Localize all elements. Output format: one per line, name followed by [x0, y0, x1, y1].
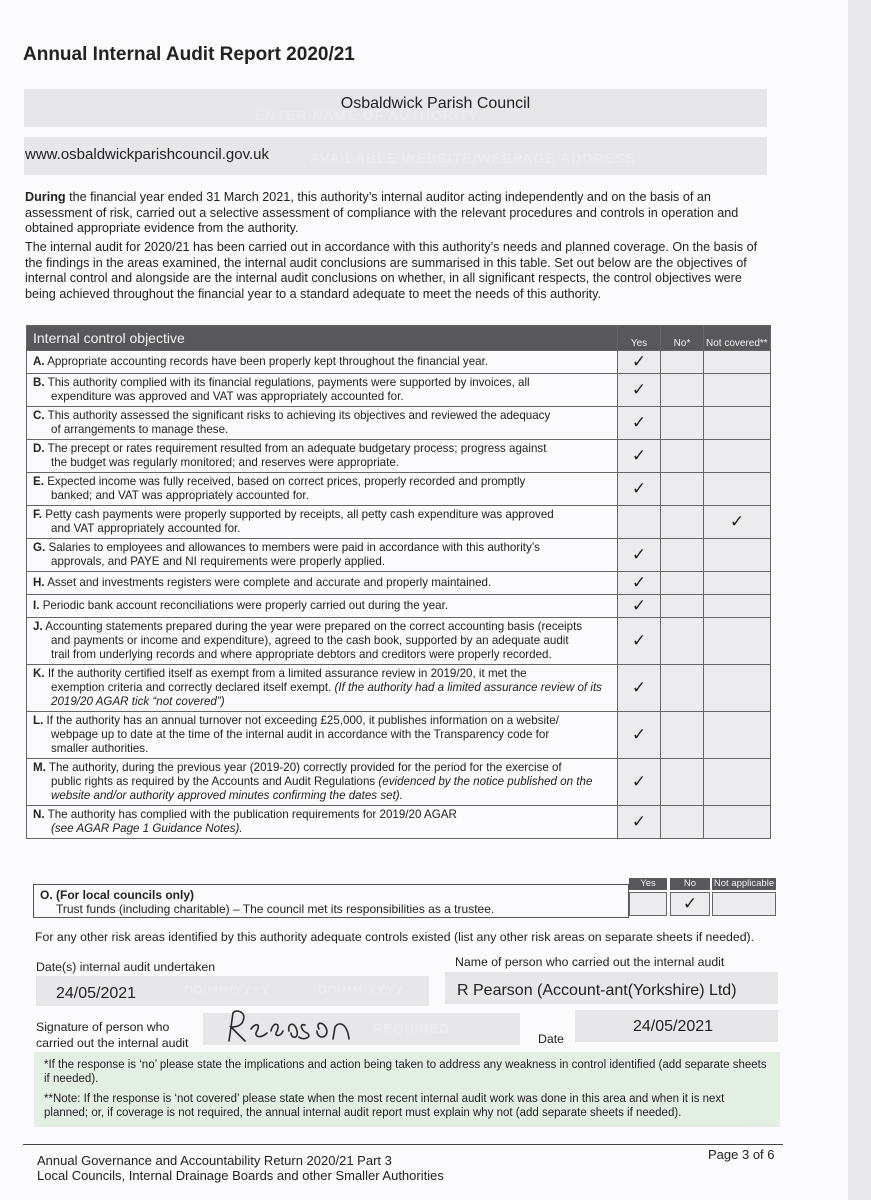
check-mark-icon: ✓	[631, 380, 647, 399]
objective-note: (If the authority had a limited assurance review of its 2019/20 AGAR tick “not covered”)	[51, 681, 602, 708]
objective-continuation	[33, 728, 611, 756]
control-objective	[27, 506, 618, 539]
objective-text: Salaries to employees and allowances to members were paid in accordance with this authority’s	[48, 541, 540, 554]
objective-continuation	[33, 456, 611, 470]
website-address: www.osbaldwickparishcouncil.gov.uk	[25, 146, 269, 163]
answer-box-no[interactable]	[661, 473, 704, 506]
objective-text-2: of arrangements to manage these.	[51, 423, 229, 436]
check-mark-icon: ✓	[631, 479, 647, 498]
answer-box-no[interactable]	[661, 351, 704, 374]
answer-box-not-covered[interactable]	[704, 712, 771, 759]
answer-box-no[interactable]	[661, 712, 704, 759]
control-objective	[27, 374, 618, 407]
objective-continuation	[33, 489, 611, 503]
control-row	[27, 665, 771, 712]
objective-continuation	[33, 822, 611, 836]
objective-text: Asset and investments registers were complete and accurate and properly maintained.	[47, 576, 492, 589]
answer-box-yes[interactable]	[618, 407, 661, 440]
objective-text: If the authority certified itself as exempt from a limited assurance review in 2019/20, it met the	[47, 667, 527, 680]
check-mark-icon: ✓	[682, 894, 698, 913]
answer-box-not-covered[interactable]	[704, 806, 771, 839]
objective-text: Periodic bank account reconciliations were properly carried out during the year.	[42, 599, 449, 612]
row-o-yes-box[interactable]	[629, 892, 667, 916]
row-letter: L.	[33, 714, 44, 727]
check-mark-icon: ✓	[631, 352, 647, 371]
row-o-label: O. (For local councils only)	[40, 888, 195, 902]
page-title: Annual Internal Audit Report 2020/21	[23, 44, 355, 65]
objective-continuation	[33, 681, 611, 709]
scan-edge	[848, 0, 871, 1200]
objective-note: (evidenced by the notice published on the website and/or authority approved minutes confirming the dates set).	[51, 775, 593, 802]
row-letter: E.	[33, 475, 44, 488]
answer-box-yes[interactable]	[618, 473, 661, 506]
dates-label: Date(s) internal audit undertaken	[36, 960, 216, 974]
council-name: Osbaldwick Parish Council	[340, 95, 531, 112]
check-mark-icon: ✓	[631, 413, 647, 432]
check-mark-icon: ✓	[729, 512, 745, 531]
objective-text-2: expenditure was approved and VAT was appropriately accounted for.	[51, 390, 404, 403]
row-letter: H.	[33, 576, 45, 589]
answer-box-no[interactable]	[661, 618, 704, 665]
control-row	[27, 407, 771, 440]
row-letter: D.	[33, 442, 45, 455]
date-placeholder-2: DD/MM/YYYY	[318, 983, 405, 997]
objective-continuation	[33, 775, 611, 803]
objective-continuation	[33, 522, 611, 536]
handwritten-signature	[221, 1007, 401, 1047]
answer-box-yes[interactable]	[618, 440, 661, 473]
control-row	[27, 806, 771, 839]
council-name-placeholder: ENTER NAME OF AUTHORITY	[255, 107, 479, 123]
control-row	[27, 506, 771, 539]
objective-text-2: public rights as required by the Accounts and Audit Regulations	[51, 775, 379, 788]
control-row	[27, 595, 771, 618]
control-objective	[27, 712, 618, 759]
control-objective	[27, 351, 618, 374]
note-not-covered: **Note: If the response is ‘not covered’ please state when the most recent internal audit work was done in this area and when it is next planned; or, if coverage is not required, the annual internal audit report must explain why not (add separate sheets if needed).	[44, 1093, 725, 1119]
signature-placeholder: REQUIRED	[373, 1021, 450, 1036]
control-objective	[27, 473, 618, 506]
control-objective	[27, 806, 618, 839]
note-no: *If the response is ‘no’ please state the implications and action being taken to address any weakness in control identified (add separate sheets if needed).	[44, 1059, 767, 1085]
row-o-no-header: No	[670, 878, 710, 890]
objective-text: Accounting statements prepared during the year were prepared on the correct accounting basis (receipts	[45, 620, 583, 633]
row-letter: I.	[33, 599, 40, 612]
answer-box-yes[interactable]	[618, 595, 661, 618]
answer-box-yes[interactable]	[618, 712, 661, 759]
control-row	[27, 473, 771, 506]
control-row	[27, 374, 771, 407]
row-o-text: Trust funds (including charitable) – The council met its responsibilities as a trustee.	[56, 902, 495, 916]
objective-text-2: the budget was regularly monitored; and reserves were appropriate.	[51, 456, 400, 469]
col-yes-header: Yes	[618, 326, 661, 351]
date-label: Date	[538, 1032, 564, 1046]
date-value: 24/05/2021	[633, 1018, 714, 1035]
answer-box-no[interactable]	[661, 539, 704, 572]
auditor-value: R Pearson (Account-ant(Yorkshire) Ltd)	[457, 982, 737, 999]
row-letter: G.	[33, 541, 46, 554]
objective-text: The authority, during the previous year (2019-20) correctly provided for the period for the exercise of	[48, 761, 562, 774]
answer-box-not-covered[interactable]	[704, 618, 771, 665]
control-objective	[27, 440, 618, 473]
objective-text: The authority has complied with the publication requirements for 2019/20 AGAR	[47, 808, 457, 821]
objective-text: This authority complied with its financial regulations, payments were supported by invoices, all	[47, 376, 530, 389]
control-objective	[27, 407, 618, 440]
control-row	[27, 440, 771, 473]
answer-box-not-covered[interactable]	[704, 759, 771, 806]
answer-box-no[interactable]	[661, 440, 704, 473]
objective-text-2: and VAT appropriately accounted for.	[51, 522, 241, 535]
check-mark-icon: ✓	[631, 772, 647, 791]
answer-box-not-covered[interactable]	[704, 595, 771, 618]
control-objective	[27, 572, 618, 595]
objective-continuation	[33, 634, 611, 662]
check-mark-icon: ✓	[631, 446, 647, 465]
row-o-na-header: Not applicable	[713, 878, 775, 889]
objective-continuation	[33, 555, 611, 569]
answer-box-not-covered[interactable]	[704, 407, 771, 440]
other-risks-text: For any other risk areas identified by this authority adequate controls existed (list any other risk areas on separate sheets if needed).	[35, 930, 755, 944]
objective-text: Expected income was fully received, based on correct prices, properly recorded and promptly	[47, 475, 526, 488]
auditor-field	[445, 972, 778, 1004]
answer-box-no[interactable]	[661, 506, 704, 539]
objective-text-2: and payments or income and expenditure), agreed to the cash book, supported by an adequate audit	[51, 634, 569, 647]
answer-box-yes[interactable]	[618, 806, 661, 839]
objective-text-2: webpage up to date at the time of the internal audit in accordance with the Transparency code for	[51, 728, 550, 741]
objective-text: If the authority has an annual turnover not exceeding £25,000, it publishes information on a website/	[46, 714, 559, 727]
control-row	[27, 618, 771, 665]
answer-box-not-covered[interactable]	[704, 473, 771, 506]
col-no-header: No*	[661, 326, 704, 351]
footer-line-1: Annual Governance and Accountability Return 2020/21 Part 3	[37, 1153, 392, 1168]
row-letter: K.	[33, 667, 45, 680]
answer-box-no[interactable]	[661, 374, 704, 407]
answer-box-no[interactable]	[661, 806, 704, 839]
objective-note: (see AGAR Page 1 Guidance Notes).	[51, 822, 243, 835]
answer-box-yes[interactable]	[618, 759, 661, 806]
objective-text: Petty cash payments were properly supported by receipts, all petty cash expenditure was approved	[45, 508, 554, 521]
answer-box-no[interactable]	[661, 572, 704, 595]
row-letter: A.	[33, 355, 45, 368]
signature-label-2: carried out the internal audit	[36, 1036, 189, 1050]
answer-box-yes[interactable]	[618, 539, 661, 572]
answer-box-yes[interactable]	[618, 618, 661, 665]
control-row	[27, 572, 771, 595]
website-placeholder: AVAILABLE WEBSITE/WEBPAGE ADDRESS	[310, 150, 636, 166]
notes-box	[34, 1052, 780, 1127]
page-footer	[23, 1144, 783, 1183]
row-o-box	[33, 884, 629, 918]
objective-text-3: smaller authorities.	[51, 742, 149, 755]
objective-text-3: trail from underlying records and where appropriate debtors and creditors were properly recorded.	[51, 648, 552, 661]
row-o-na-box[interactable]	[712, 892, 776, 916]
answer-box-yes[interactable]	[618, 572, 661, 595]
intro-paragraph-2: The internal audit for 2020/21 has been carried out in accordance with this authority’s needs and planned coverage. On the basis of the findings in the areas examined, the internal audit conclusions are summarised in this table. Set out below are the objectives of internal control and alongside are the internal audit conclusions on whether, in all significant respects, the control objectives were being achieved throughout the financial year to a standard adequate to meet the needs of this authority.	[25, 240, 758, 301]
control-objective	[27, 595, 618, 618]
answer-box-not-covered[interactable]	[704, 572, 771, 595]
control-objective	[27, 759, 618, 806]
answer-box-no[interactable]	[661, 595, 704, 618]
control-row	[27, 712, 771, 759]
check-mark-icon: ✓	[631, 545, 647, 564]
row-letter: B.	[33, 376, 45, 389]
check-mark-icon: ✓	[631, 812, 647, 831]
row-letter: M.	[33, 761, 46, 774]
signature-field	[203, 1013, 520, 1045]
dates-field	[36, 976, 429, 1006]
table-header: Internal control objective	[27, 326, 618, 351]
auditor-label: Name of person who carried out the internal audit	[455, 955, 725, 969]
row-o-no-box[interactable]	[670, 892, 710, 916]
date-field	[575, 1010, 778, 1042]
objective-text: The precept or rates requirement resulted from an adequate budgetary process; progress against	[47, 442, 547, 455]
intro-bold: During	[25, 190, 66, 204]
answer-box-yes[interactable]	[618, 665, 661, 712]
objective-text: Appropriate accounting records have been properly kept throughout the financial year.	[47, 355, 489, 368]
check-mark-icon: ✓	[631, 678, 647, 697]
control-row	[27, 759, 771, 806]
objective-continuation	[33, 390, 611, 404]
check-mark-icon: ✓	[631, 631, 647, 650]
answer-box-yes[interactable]	[618, 506, 661, 539]
answer-box-no[interactable]	[661, 759, 704, 806]
objective-text: This authority assessed the significant risks to achieving its objectives and reviewed the adequacy	[47, 409, 551, 422]
row-letter: F.	[33, 508, 43, 521]
answer-box-not-covered[interactable]	[704, 351, 771, 374]
row-letter: C.	[33, 409, 45, 422]
answer-box-not-covered[interactable]	[704, 440, 771, 473]
internal-control-table	[26, 325, 771, 839]
control-objective	[27, 618, 618, 665]
intro-text-1: the financial year ended 31 March 2021, this authority’s internal auditor acting independently and on the basis of an assessment of risk, carried out a selective assessment of compliance with the relevant procedures and controls in operation and obtained appropriate evidence from the authority.	[25, 190, 739, 235]
answer-box-no[interactable]	[661, 407, 704, 440]
check-mark-icon: ✓	[631, 573, 647, 592]
intro-paragraph-1	[25, 190, 770, 237]
objective-text-2: approvals, and PAYE and NI requirements were properly applied.	[51, 555, 386, 568]
row-o-yes-header: Yes	[629, 878, 667, 890]
answer-box-yes[interactable]	[618, 374, 661, 407]
check-mark-icon: ✓	[631, 725, 647, 744]
answer-box-yes[interactable]	[618, 351, 661, 374]
objective-text-2: banked; and VAT was appropriately accounted for.	[51, 489, 309, 502]
footer-line-2: Local Councils, Internal Drainage Boards and other Smaller Authorities	[37, 1168, 444, 1183]
control-row	[27, 351, 771, 374]
answer-box-not-covered[interactable]	[704, 539, 771, 572]
row-letter: N.	[33, 808, 45, 821]
check-mark-icon: ✓	[631, 596, 647, 615]
answer-box-not-covered[interactable]	[704, 374, 771, 407]
control-row	[27, 539, 771, 572]
control-objective	[27, 539, 618, 572]
signature-label-1: Signature of person who	[36, 1020, 170, 1034]
dates-value: 24/05/2021	[56, 985, 137, 1002]
objective-continuation	[33, 423, 611, 437]
col-not-covered-header: Not covered**	[704, 326, 771, 351]
control-objective	[27, 665, 618, 712]
date-placeholder-1: DD/MM/YYYY	[184, 983, 271, 997]
answer-box-not-covered[interactable]	[704, 506, 771, 539]
answer-box-not-covered[interactable]	[704, 665, 771, 712]
objective-text-2: exemption criteria and correctly declared itself exempt.	[51, 681, 335, 694]
row-letter: J.	[33, 620, 43, 633]
answer-box-no[interactable]	[661, 665, 704, 712]
page-number: Page 3 of 6	[708, 1147, 775, 1162]
